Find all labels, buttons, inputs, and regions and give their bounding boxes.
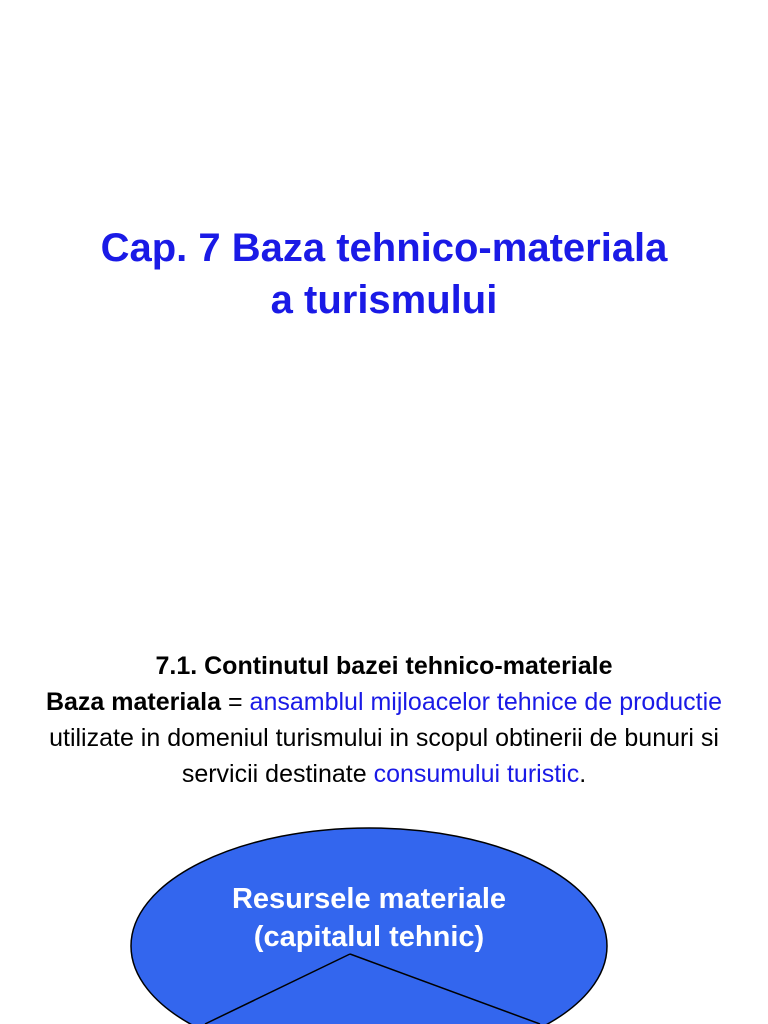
defined-term: Baza materiala bbox=[45, 688, 222, 716]
oval-label-line-1: Resursele materiale bbox=[231, 883, 507, 915]
slide-title bbox=[0, 222, 768, 326]
definition-highlight-2: consumului turistic bbox=[373, 760, 580, 788]
equals-sign: = bbox=[221, 688, 250, 716]
end-punctuation: . bbox=[579, 760, 587, 788]
oval-label bbox=[0, 880, 738, 956]
slide-title-line-1: Cap. 7 Baza tehnico-materiala bbox=[100, 226, 668, 270]
definition-highlight-1: ansamblul mijloacelor tehnice de productie bbox=[249, 688, 723, 716]
definition-text: utilizate in domeniul turismului in scopul obtinerii de bunuri si servicii destinate bbox=[49, 724, 719, 788]
slide-title-line-2: a turismului bbox=[270, 278, 498, 322]
definition-paragraph bbox=[40, 648, 728, 792]
section-heading: 7.1. Continutul bazei tehnico-materiale bbox=[155, 652, 613, 680]
oval-label-line-2: (capitalul tehnic) bbox=[253, 921, 485, 953]
